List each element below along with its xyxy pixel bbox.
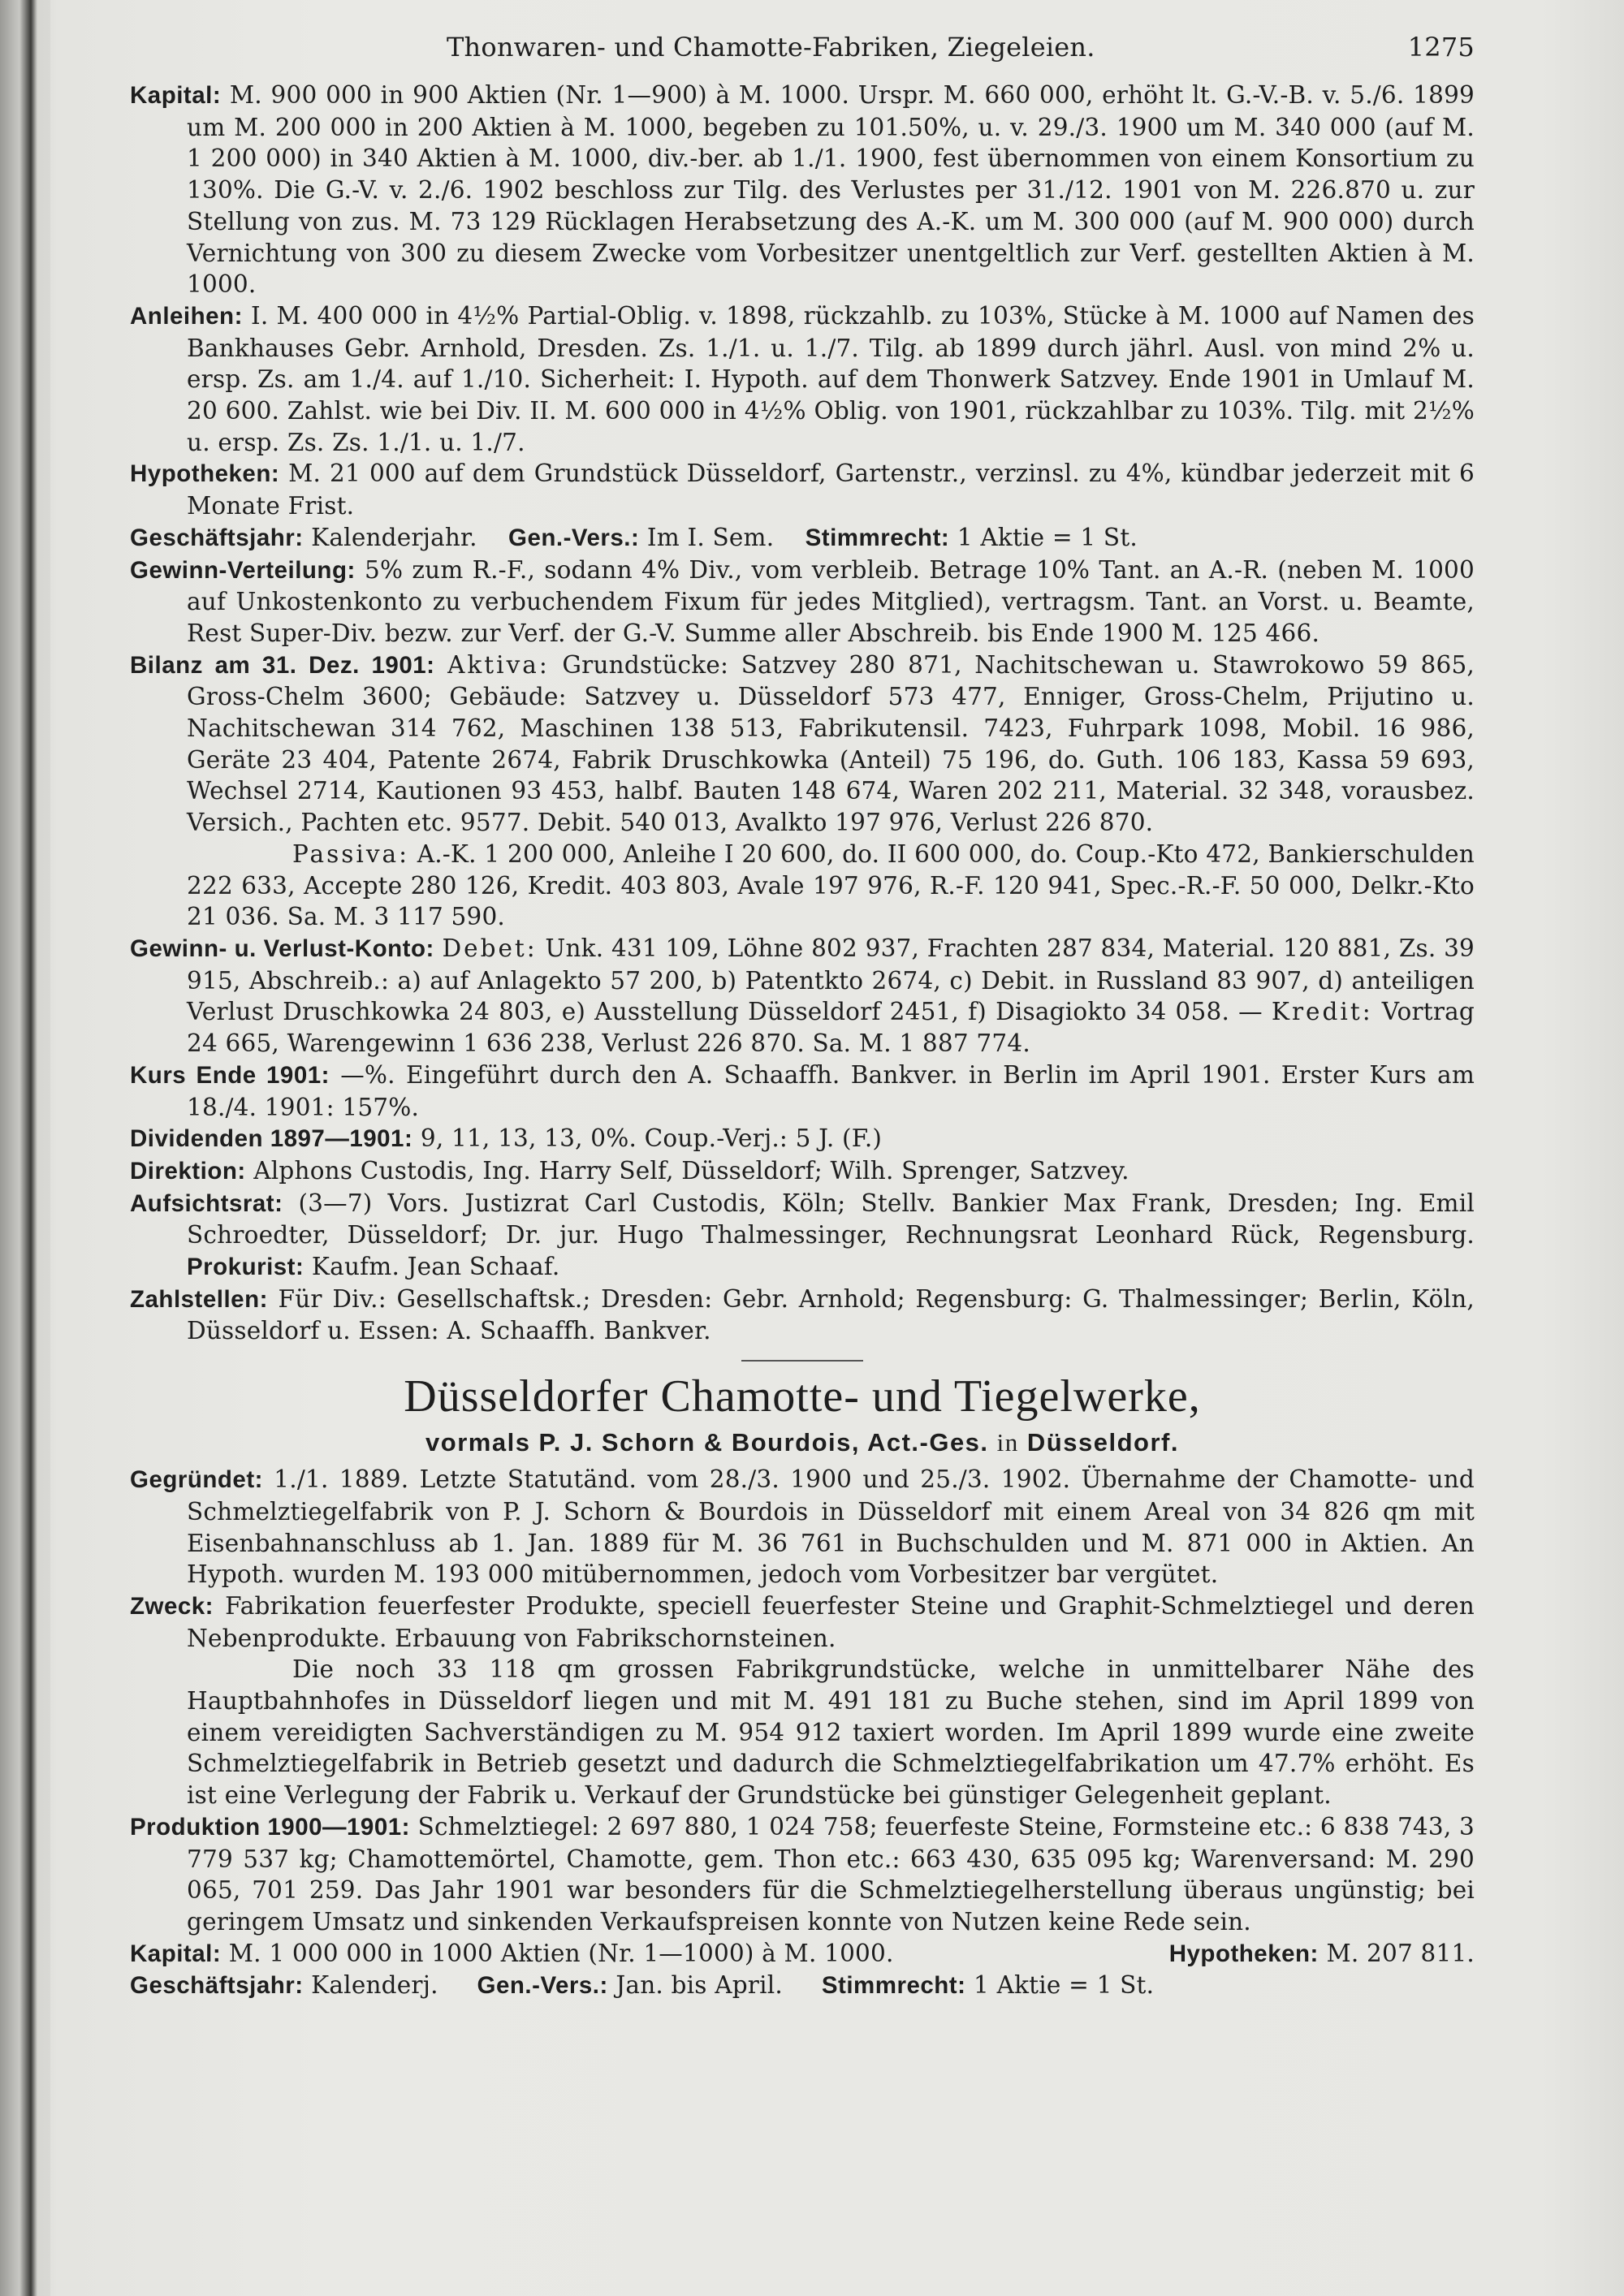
company-place: Düsseldorf. [1026,1428,1179,1457]
prokurist-label: Prokurist: [187,1254,304,1281]
prokurist-text: Kaufm. Jean Schaaf. [311,1253,560,1281]
entry-label: Gen.-Vers.: [508,524,640,551]
debet-text: Unk. 431 109, Löhne 802 937, Frachten 287 834, Material. 120 881, Zs. 39 915, Abschreib.: a) auf Anlagekto 57 200, b) Patentkto 2674, c) Debit. in Russland 83 907, d) anteiligen Verlust Druschkowka 24 803, e) Ausstellung Düsseldorf 2451, f) Disagiokto 34 058. — [187,934,1475,1026]
entry-label: Stimmrecht: [805,524,950,551]
entry-text: Alphons Custodis, Ing. Harry Self, Düsseldorf; Wilh. Sprenger, Satzvey. [253,1156,1129,1185]
entry-label: Produktion 1900—1901: [130,1813,410,1841]
passiva-word: Passiva: [292,839,410,868]
entry-kurs [130,1060,1475,1123]
debet-word: Debet: [442,934,538,962]
entry-label: Kapital: [130,1940,222,1967]
entry-text: I. M. 400 000 in 4½% Partial-Oblig. v. 1898, rückzahlb. zu 103%, Stücke à M. 1000 auf Namen des Bankhauses Gebr. Arnhold, Dresden. Zs. 1./1. u. 1./7. Tilg. ab 1899 durch jährl. Ausl. von mind 2% u. ersp. Zs. am 1./4. auf 1./10. Sicherheit: I. Hypoth. auf dem Thonwerk Satzvey. Ende 1901 in Umlauf M. 20 600. Zahlst. wie bei Div. II. M. 600 000 in 4½% Oblig. von 1901, rückzahlbar zu 103%. Tilg. mit 2½% u. ersp. Zs. Zs. 1./1. u. 1./7. [187,301,1475,456]
entry-text: M. 900 000 in 900 Aktien (Nr. 1—900) à M. 1000. Urspr. M. 660 000, erhöht lt. G.-V.-B. v. 5./6. 1899 um M. 200 000 in 200 Aktien à M. 1000, begeben zu 101.50%, u. v. 29./3. 1900 um M. 340 000 (auf M. 1 200 000) in 340 Aktien à M. 1000, div.-ber. ab 1./1. 1900, fest übernommen von einem Konsortium zu 130%. Die G.-V. v. 2./6. 1902 beschloss zur Tilg. des Verlustes per 31./12. 1901 von M. 226.870 u. zur Stellung von zus. M. 73 129 Rücklagen Herabsetzung des A.-K. um M. 300 000 (auf M. 900 000) durch Vernichtung von 300 zu diesem Zwecke vom Vorbesitzer unentgeltlich zur Verf. gestellten Aktien à M. 1000. [187,81,1475,299]
entry-label: Gen.-Vers.: [477,1972,608,2000]
entry-text: (3—7) Vors. Justizrat Carl Custodis, Köln; Stellv. Bankier Max Frank, Dresden; Ing. Emil Schroedter, Düsseldorf; Dr. jur. Hugo Thalmessinger, Rechnungsrat Leonhard Rück, Regensburg. [187,1189,1475,1249]
aktiva-text: Grundstücke: Satzvey 280 871, Nachitschewan u. Stawrokowo 59 865, Gross-Chelm 3600; Gebäude: Satzvey u. Düsseldorf 573 477, Enniger, Gross-Chelm, Prijutino u. Nachitschewan 314 762, Maschinen 138 513, Fabrikutensil. 7423, Fuhrpark 1098, Mobil. 16 986, Geräte 23 404, Patente 2674, Fabrik Druschkowka (Anteil) 75 196, do. Guth. 106 183, Kassa 59 693, Wechsel 2714, Kautionen 93 453, halbf. Bauten 148 674, Waren 202 211, Material. 32 348, vorausbez. Versich., Pachten etc. 9577. Debit. 540 013, Avalkto 197 976, Verlust 226 870. [187,650,1475,837]
bilanz-passiva [130,839,1475,933]
entry-text: M. 21 000 auf dem Grundstück Düsseldorf, Gartenstr., verzinsl. zu 4%, kündbar jederzeit mit 6 Monate Frist. [187,460,1475,520]
entry-text: Jan. bis April. [615,1971,783,2000]
hypotheken-part [1169,1938,1475,1970]
entry-label: Dividenden 1897—1901: [130,1125,413,1153]
entry-label: Hypotheken: [1168,1940,1319,1967]
page-content [130,24,1475,2002]
entry-text: Schmelztiegel: 2 697 880, 1 024 758; feuerfeste Steine, Formsteine etc.: 6 838 743, 3 779 537 kg; Chamottemörtel, Chamotte, gem. Thon etc.: 663 430, 635 095 kg; Warenversand: M. 290 065, 701 259. Das Jahr 1901 war besonders für die Schmelztiegelherstellung überaus ungünstig; bei geringem Umsatz und sinkenden Verkaufspreisen konnte von Nutzen keine Rede sein. [187,1812,1475,1936]
kredit-text: Vortrag 24 665, Warengewinn 1 636 238, Verlust 226 870. Sa. M. 1 887 774. [187,998,1475,1058]
entry-text: Kalenderj. [311,1971,438,2000]
entry-hypotheken [130,458,1475,521]
entry-text: 1 Aktie = 1 St. [957,523,1138,551]
entry-label: Gewinn- u. Verlust-Konto: [130,934,434,962]
entry-text: M. 207 811. [1326,1939,1475,1967]
entry-label: Stimmrecht: [821,1972,966,2000]
entry-label: Bilanz am 31. Dez. 1901: [130,651,435,679]
entry-label: Gewinn-Verteilung: [130,556,356,584]
entry-text: 9, 11, 13, 13, 0%. Coup.-Verj.: 5 J. (F.) [420,1124,883,1153]
entry-label: Kapital: [130,82,222,109]
entry-text: Kalenderjahr. [311,523,477,551]
entry-label: Zweck: [130,1592,214,1620]
passiva-text: A.-K. 1 200 000, Anleihe I 20 600, do. II 600 000, do. Coup.-Kto 472, Bankierschulden 222 633, Accepte 280 126, Kredit. 403 803, Avale 197 976, R.-F. 120 941, Spec.-R.-F. 50 000, Delkr.-Kto 21 036. Sa. M. 3 117 590. [187,839,1475,931]
entry-gegruendet [130,1464,1475,1590]
section-divider [741,1360,863,1362]
entry-geschaeftsjahr-2 [130,1970,1475,2002]
entry-zweck [130,1590,1475,1654]
entry-label: Aufsichtsrat: [130,1189,283,1217]
company-subtitle [130,1425,1475,1461]
entry-label: Hypotheken: [130,460,280,488]
entry-direktion [130,1155,1475,1188]
entry-text: 5% zum R.-F., sodann 4% Div., vom verbleib. Betrage 10% Tant. an A.-R. (neben M. 1000 auf Unkostenkonto zu verbuchendem Fixum für jedes Mitglied), vertragsm. Tant. an Vorst. u. Beamte, Rest Super-Div. bezw. zur Verf. der G.-V. Summe aller Abschreib. bis Ende 1900 M. 125 466. [187,555,1475,647]
entry-gewinn-verlust [130,933,1475,1060]
page-number: 1275 [1407,32,1475,63]
entry-dividenden [130,1123,1475,1155]
entry-text: 1 Aktie = 1 St. [974,1971,1155,2000]
entry-bilanz [130,650,1475,839]
entry-kapital [130,80,1475,300]
entry-produktion [130,1811,1475,1938]
entry-aufsichtsrat [130,1188,1475,1284]
company-name: Düsseldorfer Chamotte- und Tiegelwerke, [404,1371,1201,1422]
zweck-paragraph: Die noch 33 118 qm grossen Fabrikgrundstücke, welche in unmittelbarer Nähe des Hauptbahnhofes in Düsseldorf liegen und mit M. 491 181 zu Buche stehen, sind im April 1899 von einem vereidigten Sachverständigen zu M. 954 912 taxiert worden. Im April 1899 wurde eine zweite Schmelztiegelfabrik in Betrieb gesetzt und dadurch die Schmelztiegelfabrikation um 47.7% erhöht. Es ist eine Verlegung der Fabrik u. Verkauf der Grundstücke bei günstiger Gelegenheit geplant. [187,1655,1475,1810]
kapital-part [130,1938,894,1970]
entry-text: 1./1. 1889. Letzte Statutänd. vom 28./3. 1900 und 25./3. 1902. Übernahme der Chamotte- und Schmelztiegelfabrik von P. J. Schorn & Bourdois in Düsseldorf mit einem Areal von 34 826 qm mit Eisenbahnanschluss ab 1. Jan. 1889 für M. 36 761 in Buchschulden und M. 871 000 in Aktien. An Hypoth. wurden M. 193 000 mitübernommen, jedoch vom Vorbesitzer bar vergütet. [187,1465,1475,1589]
book-spine-shadow [0,0,50,2296]
entry-anleihen [130,300,1475,459]
entry-geschaeftsjahr [130,522,1475,555]
entry-kapital-hypotheken [130,1938,1475,1970]
entry-label: Anleihen: [130,302,243,330]
entry-label: Kurs Ende 1901: [130,1061,330,1089]
entry-text: M. 1 000 000 in 1000 Aktien (Nr. 1—1000) à M. 1000. [228,1939,894,1967]
entry-text: —%. Eingeführt durch den A. Schaaffh. Bankver. in Berlin im April 1901. Erster Kurs am 18./4. 1901: 157%. [187,1060,1475,1121]
entry-label: Gegründet: [130,1466,263,1494]
entry-label: Direktion: [130,1157,246,1185]
entry-label: Geschäftsjahr: [130,1972,304,2000]
entry-gewinn-verteilung [130,555,1475,650]
running-header [130,24,1475,70]
entry-text: Im I. Sem. [646,523,775,551]
running-title: Thonwaren- und Chamotte-Fabriken, Ziegeleien. [447,32,1095,63]
entry-text: Fabrikation feuerfester Produkte, speciell feuerfester Steine und Graphit-Schmelztiegel und deren Nebenprodukte. Erbauung von Fabrikschornsteinen. [187,1591,1475,1652]
entry-zahlstellen [130,1284,1475,1347]
entry-text: Für Div.: Gesellschaftsk.; Dresden: Gebr. Arnhold; Regensburg: G. Thalmessinger; Berlin, Köln, Düsseldorf u. Essen: A. Schaaffh. Bankver. [187,1284,1475,1345]
company-former-name: vormals P. J. Schorn & Bourdois, Act.-Ges. [425,1428,989,1457]
kredit-word: Kredit: [1271,998,1373,1026]
entry-label: Geschäftsjahr: [130,524,304,551]
aktiva-word: Aktiva: [447,650,550,679]
company-in: in [996,1428,1019,1457]
entry-label: Zahlstellen: [130,1285,268,1313]
